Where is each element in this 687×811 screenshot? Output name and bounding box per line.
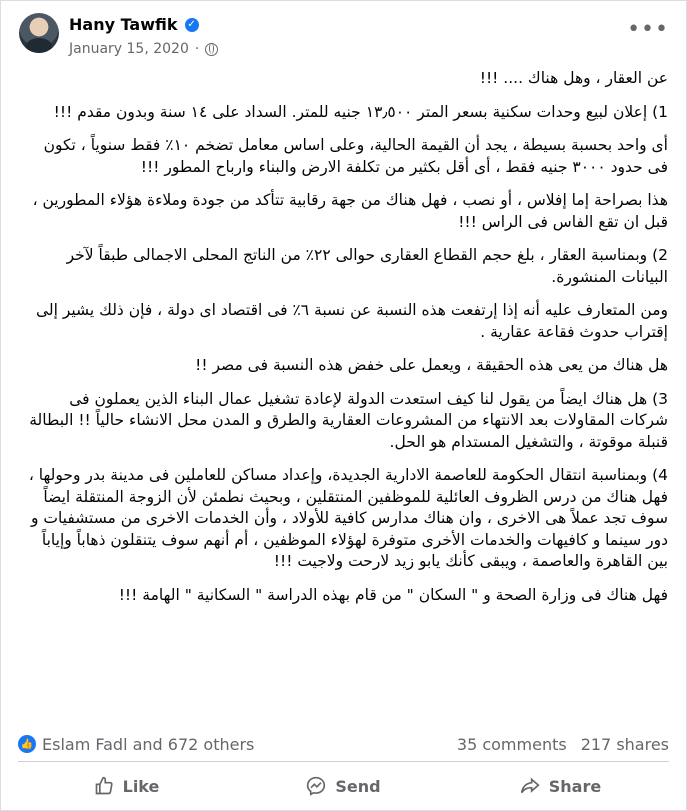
send-button[interactable] [235,768,452,804]
post-header [19,13,669,63]
author-avatar[interactable] [19,13,59,53]
author-row [69,15,199,34]
engagement-counts [457,735,669,754]
post-paragraph: ومن المتعارف عليه أنه إذا إرتفعت هذه النسبة عن نسبة ٦٪ فى اقتصاد اى دولة ، فإن ذلك يشير إلى إقتراب حدوث فقاعة عقارية . [35,301,668,341]
action-bar [18,768,669,804]
shares-count[interactable]: 217 shares [580,734,669,754]
send-label: Send [335,776,381,796]
share-button[interactable] [452,768,669,804]
reactions-bar [18,732,669,756]
messenger-icon [306,776,326,796]
reactions-count[interactable]: Eslam Fadl and 672 others [42,734,255,754]
share-arrow-icon [520,776,540,796]
post-paragraph: 4) وبمناسبة انتقال الحكومة للعاصمة الادارية الجديدة، وإعداد مساكن للعاملين فى مدينة بدر وحولها ، فهل هناك من درس الظروف العائلية للموظفين المنتقلين ، وبحيث نطمئن لأن الزوجة المنتقلة ايضاً سوف تجد عملاً هى الاخرى ، وان هناك مدارس كافية للأولاد ، وأن الخدمات الاخرى من مستشفيات و دور سينما و كافيهات والخدمات الأخرى متوفرة لهؤلاء الموظفين ، أم أنهم سوف يتنقلون ذهاباً وإياباً بين القاهرة والعاصمة ، ويبقى كأنك يابو زيد لارحت ولاجيت !!! [28,466,668,570]
more-options-icon[interactable]: ••• [627,17,669,42]
separator-dot: · [194,41,200,57]
post-paragraph: هذا بصراحة إما إفلاس ، أو نصب ، فهل هناك من جهة رقابية تتأكد من جودة وملاءة هؤلاء المطورين ، قبل ان تقع الفاس فى الراس !!! [32,191,668,231]
post-paragraph: 1) إعلان لبيع وحدات سكنية بسعر المتر ١٣٫٥٠٠ جنيه للمتر. السداد على ١٤ سنة وبدون مقدم !!! [53,102,668,121]
post-date[interactable]: January 15, 2020 [69,41,189,57]
thumbs-up-icon [94,776,114,796]
post-paragraph: أى واحد بحسبة بسيطة ، يجد أن القيمة الحالية، وعلى اساس معامل تضخم ١٠٪ فقط سنوياً ، تكون فى حدود ٣٠٠٠ جنيه فقط ، أى أقل بكثير من تكلفة الارض والبناء وارباح المطور !!! [43,136,668,176]
like-button[interactable] [18,768,235,804]
reactions-summary[interactable] [18,735,254,754]
post-paragraph: 3) هل هناك ايضاً من يقول لنا كيف استعدت الدولة لإعادة تشغيل عمال البناء الذين يعملون فى شركات المقاولات بعد الانتهاء من المشروعات العقارية والطرق و المدن محل الانشاء حالياً !! البطالة قنبلة موقوتة ، والتشغيل المستدام هو الحل. [29,389,668,451]
post-paragraph: فهل هناك فى وزارة الصحة و " السكان " من قام بهذه الدراسة " السكانية " الهامة !!! [118,585,668,604]
comments-count[interactable]: 35 comments [456,734,567,754]
post-paragraph: هل هناك من يعى هذه الحقيقة ، ويعمل على خفض هذه النسبة فى مصر !! [195,356,668,374]
author-name[interactable]: Hany Tawfik [69,15,178,34]
globe-icon [205,43,218,56]
post-paragraph: 2) وبمناسبة العقار ، بلغ حجم القطاع العقارى حوالى ٢٢٪ من الناتج المحلى الاجمالى طبقاً لآخر البيانات المنشورة. [66,246,668,286]
divider [18,761,669,762]
post-meta [69,41,218,57]
like-reaction-icon: 👍 [18,735,36,753]
share-label: Share [548,776,602,796]
like-label: Like [122,776,160,796]
post-paragraph: عن العقار ، وهل هناك .... !!! [479,69,668,87]
verified-badge-icon: ✓ [185,18,199,32]
post-body [20,68,668,618]
